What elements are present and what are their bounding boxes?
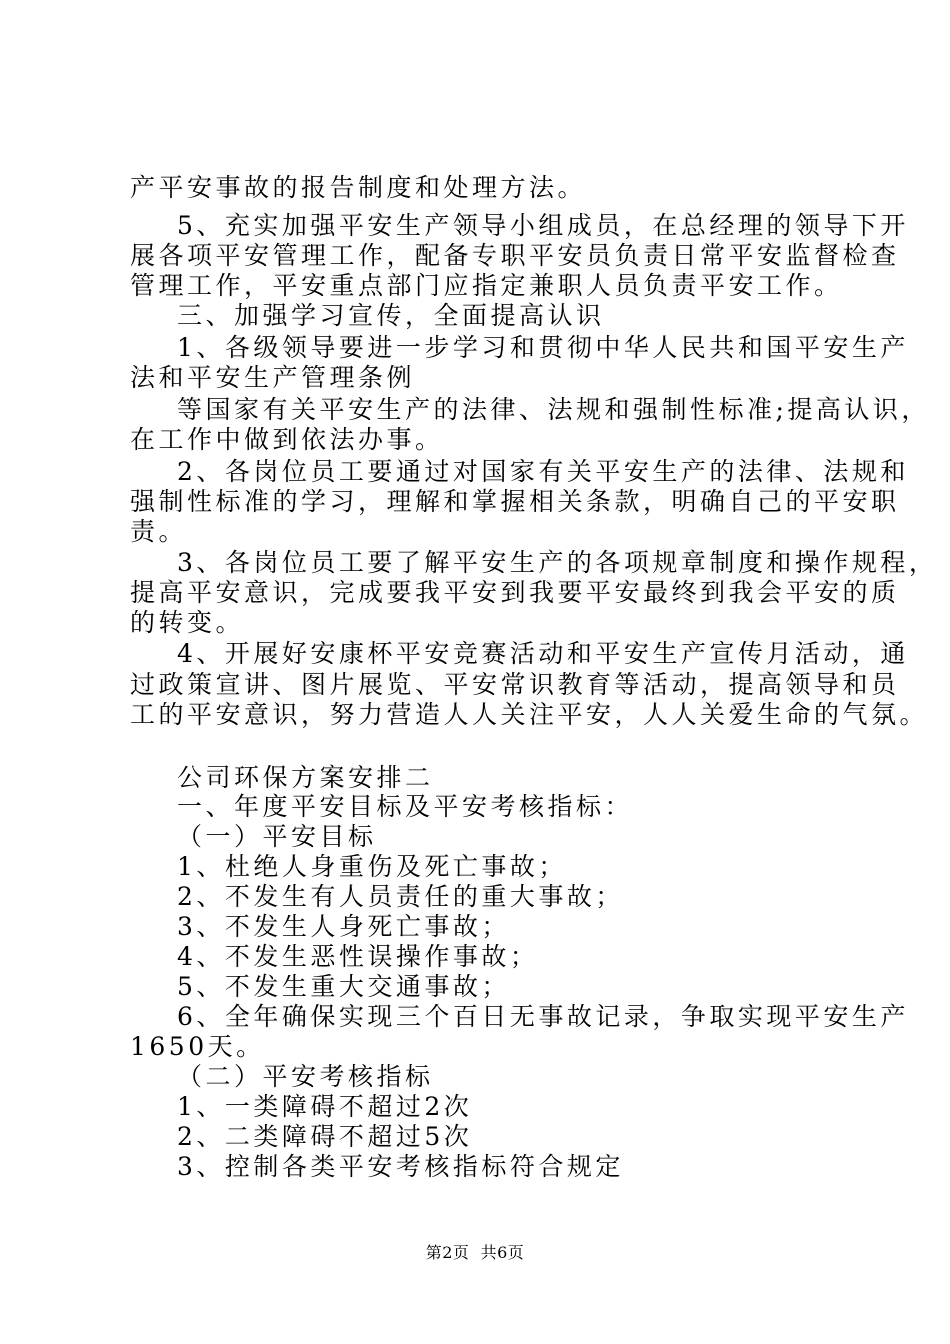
body-line: 法和平安生产管理条例 [130, 363, 416, 392]
body-line: 强制性标准的学习，理解和掌握相关条款，明确自己的平安职 [130, 487, 900, 516]
body-line: 展各项平安管理工作，配备专职平安员负责日常平安监督检查 [130, 241, 900, 270]
list-item: 2、不发生有人员责任的重大事故； [177, 882, 624, 911]
list-item: 2、二类障碍不超过5次 [177, 1122, 473, 1151]
subsection-heading: （一）平安目标 [177, 822, 377, 851]
body-line: 4、开展好安康杯平安竞赛活动和平安生产宣传月活动，通 [177, 639, 909, 668]
body-line: 过政策宣讲、图片展览、平安常识教育等活动，提高领导和员 [130, 670, 900, 699]
page-footer [0, 1243, 950, 1263]
body-line: 3、各岗位员工要了解平安生产的各项规章制度和操作规程， [177, 548, 938, 577]
body-line: 5、充实加强平安生产领导小组成员，在总经理的领导下开 [177, 211, 909, 240]
subsection-heading: （二）平安考核指标 [177, 1062, 434, 1091]
body-line: 1、各级领导要进一步学习和贯彻中华人民共和国平安生产 [177, 333, 909, 362]
list-item: 1、一类障碍不超过2次 [177, 1092, 473, 1121]
list-item: 1650天。 [130, 1032, 265, 1061]
body-line: 的转变。 [130, 608, 245, 637]
list-item: 1、杜绝人身重伤及死亡事故； [177, 852, 567, 881]
body-line: 提高平安意识，完成要我平安到我要平安最终到我会平安的质 [130, 578, 900, 607]
section-heading: 一、年度平安目标及平安考核指标： [177, 792, 634, 821]
body-line: 管理工作，平安重点部门应指定兼职人员负责平安工作。 [130, 271, 843, 300]
body-line: 等国家有关平安生产的法律、法规和强制性标准;提高认识， [177, 395, 930, 424]
section-title: 公司环保方案安排二 [177, 763, 434, 792]
list-item: 3、不发生人身死亡事故； [177, 912, 510, 941]
body-line: 产平安事故的报告制度和处理方法。 [130, 173, 587, 202]
list-item: 5、不发生重大交通事故； [177, 972, 510, 1001]
body-line: 2、各岗位员工要通过对国家有关平安生产的法律、法规和 [177, 457, 909, 486]
section-heading: 三、加强学习宣传，全面提高认识 [177, 301, 605, 330]
body-line: 工的平安意识，努力营造人人关注平安，人人关爱生命的气氛。 [130, 700, 929, 729]
body-line: 责。 [130, 517, 188, 546]
list-item: 4、不发生恶性误操作事故； [177, 942, 539, 971]
list-item: 3、控制各类平安考核指标符合规定 [177, 1152, 624, 1181]
list-item: 6、全年确保实现三个百日无事故记录，争取实现平安生产 [177, 1002, 909, 1031]
body-line: 在工作中做到依法办事。 [130, 425, 444, 454]
page-number: 第2页 共6页 [425, 1243, 525, 1262]
